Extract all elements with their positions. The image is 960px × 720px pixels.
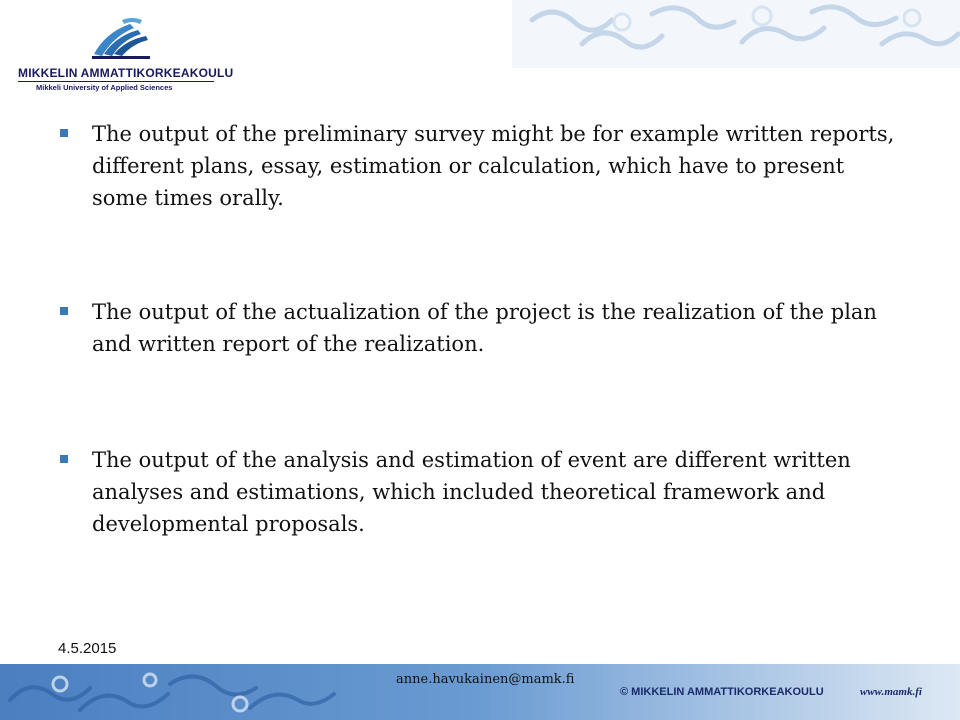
logo-divider bbox=[18, 81, 214, 82]
top-ornament-decoration bbox=[512, 0, 960, 68]
bullet-text: The output of the preliminary survey might be for example written reports, different plans, essay, estimation or calculation, which have to present some times orally. bbox=[92, 122, 895, 210]
list-item bbox=[56, 296, 916, 360]
footer-website: www.mamk.fi bbox=[860, 686, 922, 698]
bullet-text: The output of the analysis and estimation of event are different written analyses and estimations, which included theoretical framework and developmental proposals. bbox=[92, 448, 851, 536]
institution-logo bbox=[18, 14, 234, 94]
list-item bbox=[56, 444, 916, 540]
logo-subtitle: Mikkeli University of Applied Sciences bbox=[36, 83, 173, 92]
bullet-text: The output of the actualization of the project is the realization of the plan and written report of the realization. bbox=[92, 300, 877, 356]
contact-email: anne.havukainen@mamk.fi bbox=[396, 672, 575, 687]
logo-title: MIKKELIN AMMATTIKORKEAKOULU bbox=[18, 66, 234, 80]
footer-brand: © MIKKELIN AMMATTIKORKEAKOULU bbox=[620, 686, 824, 698]
bullet-square-icon bbox=[60, 455, 68, 463]
bullet-square-icon bbox=[60, 307, 68, 315]
list-item bbox=[56, 118, 916, 214]
slide-date: 4.5.2015 bbox=[58, 640, 117, 657]
bullet-square-icon bbox=[60, 129, 68, 137]
logo-wave-icon bbox=[86, 14, 156, 62]
